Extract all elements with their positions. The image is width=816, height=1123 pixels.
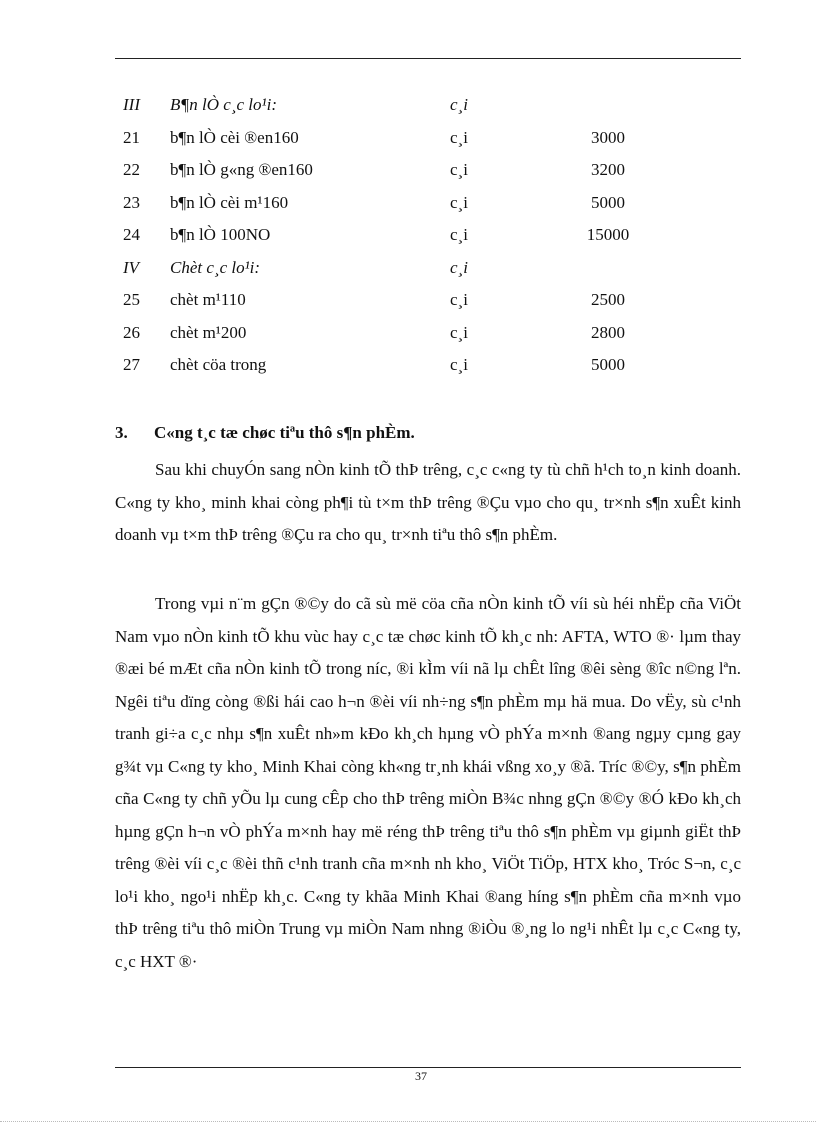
row-name: chèt m¹110 — [170, 290, 246, 310]
row-number: 25 — [123, 290, 140, 310]
row-unit: c¸i — [450, 322, 468, 342]
table-group-row — [115, 252, 668, 285]
row-number: IV — [123, 257, 140, 277]
header-rule — [115, 58, 741, 59]
row-number: III — [123, 95, 140, 115]
row-name: Chèt c¸c lo¹i: — [170, 257, 261, 277]
row-value: 2800 — [591, 322, 625, 342]
row-value — [548, 252, 668, 285]
row-name: chèt m¹200 — [170, 322, 247, 342]
row-number: 21 — [123, 127, 140, 147]
row-name: b¶n lÒ g«ng ®en160 — [170, 160, 313, 180]
row-name: B¶n lÒ c¸c lo¹i: — [170, 95, 277, 115]
table-row — [115, 122, 668, 155]
row-number: 26 — [123, 322, 140, 342]
row-number: 24 — [123, 225, 140, 245]
table-row — [115, 219, 668, 252]
section-number: 3. — [115, 423, 128, 442]
section-heading — [115, 423, 415, 443]
row-unit: c¸i — [450, 95, 468, 115]
table-row — [115, 284, 668, 317]
row-value: 5000 — [591, 355, 625, 375]
table-group-row — [115, 89, 668, 122]
row-name: chèt cöa trong — [170, 355, 267, 375]
row-value — [548, 89, 668, 122]
page-number: 37 — [415, 1069, 427, 1083]
row-unit: c¸i — [450, 225, 468, 245]
product-table — [115, 89, 668, 382]
row-number: 22 — [123, 160, 140, 180]
table-row — [115, 317, 668, 350]
row-value: 15000 — [586, 225, 630, 245]
row-value: 3200 — [591, 160, 625, 180]
row-value: 5000 — [591, 192, 625, 212]
row-name: b¶n lÒ cèi m¹160 — [170, 192, 289, 212]
row-name: b¶n lÒ cèi ®en160 — [170, 127, 299, 147]
row-unit: c¸i — [450, 290, 468, 310]
section-title: C«ng t¸c tæ chøc tiªu thô s¶n phÈm. — [154, 423, 415, 442]
paragraph: Sau khi chuyÓn sang nÒn kinh tÕ thÞ trêng, c¸c c«ng ty tù chñ h¹ch to¸n kinh doanh. C«ng ty kho¸ minh khai còng ph¶i tù t×m thÞ trêng ®Çu vµo cho qu¸ tr×nh s¶n xuÊt kinh doanh vµ t×m thÞ trêng ®Çu ra cho qu¸ tr×nh tiªu thô s¶n phÈm. — [115, 460, 741, 544]
footer-rule — [115, 1067, 741, 1068]
row-unit: c¸i — [450, 355, 468, 375]
row-number: 27 — [123, 355, 140, 375]
row-unit: c¸i — [450, 257, 468, 277]
row-unit: c¸i — [450, 192, 468, 212]
table-row — [115, 187, 668, 220]
paragraph: Trong vµi n¨m gÇn ®©y do cã sù më cöa cña nÒn kinh tÕ víi sù héi nhËp cña ViÖt Nam vµo nÒn kinh tÕ khu vùc hay c¸c tæ chøc kinh tÕ kh¸c nh: AFTA, WTO ®· lµm thay ®æi bé mÆt cña nÒn kinh tÕ trong níc, ®i kÌm víi nã lµ chÊt lîng ®êi sèng ®îc n©ng lªn. Ngêi tiªu dïng còng ®ßi hái cao h¬n ®èi víi nh÷ng s¶n phÈm mµ hä mua. Do vËy, sù c¹nh tranh gi÷a c¸c nhµ s¶n xuÊt nh»m kÐo kh¸ch hµng vÒ phÝa m×nh ®ang ngµy cµng gay g¾t vµ C«ng ty kho¸ Minh Khai còng kh«ng tr¸nh khái vßng xo¸y ®ã. Tríc ®©y, s¶n phÈm cña C«ng ty chñ yÕu lµ cung cÊp cho thÞ trêng miÒn B¾c nhng gÇn ®©y ®Ó kÐo kh¸ch hµng gÇn h¬n vÒ phÝa m×nh hay më réng thÞ trêng tiªu thô s¶n phÈm vµ giµnh giËt thÞ trêng ®èi víi c¸c ®èi thñ c¹nh tranh cña m×nh nh kho¸ ViÖt TiÖp, HTX kho¸ Tróc S¬n, c¸c lo¹i kho¸ ngo¹i nhËp kh¸c. C«ng ty khãa Minh Khai ®ang híng s¶n phÈm cña m×nh vµo thÞ trêng tiªu thô miÒn Trung vµ miÒn Nam nhng ®iÒu ®¸ng lo ng¹i nhÊt lµ c¸c C«ng ty, c¸c HXT ®· — [115, 594, 741, 971]
row-unit: c¸i — [450, 160, 468, 180]
table-row — [115, 349, 668, 382]
page-edge — [0, 1121, 816, 1122]
table-row — [115, 154, 668, 187]
row-value: 3000 — [591, 127, 625, 147]
row-value: 2500 — [591, 290, 625, 310]
row-number: 23 — [123, 192, 140, 212]
row-name: b¶n lÒ 100NO — [170, 225, 271, 245]
row-unit: c¸i — [450, 127, 468, 147]
